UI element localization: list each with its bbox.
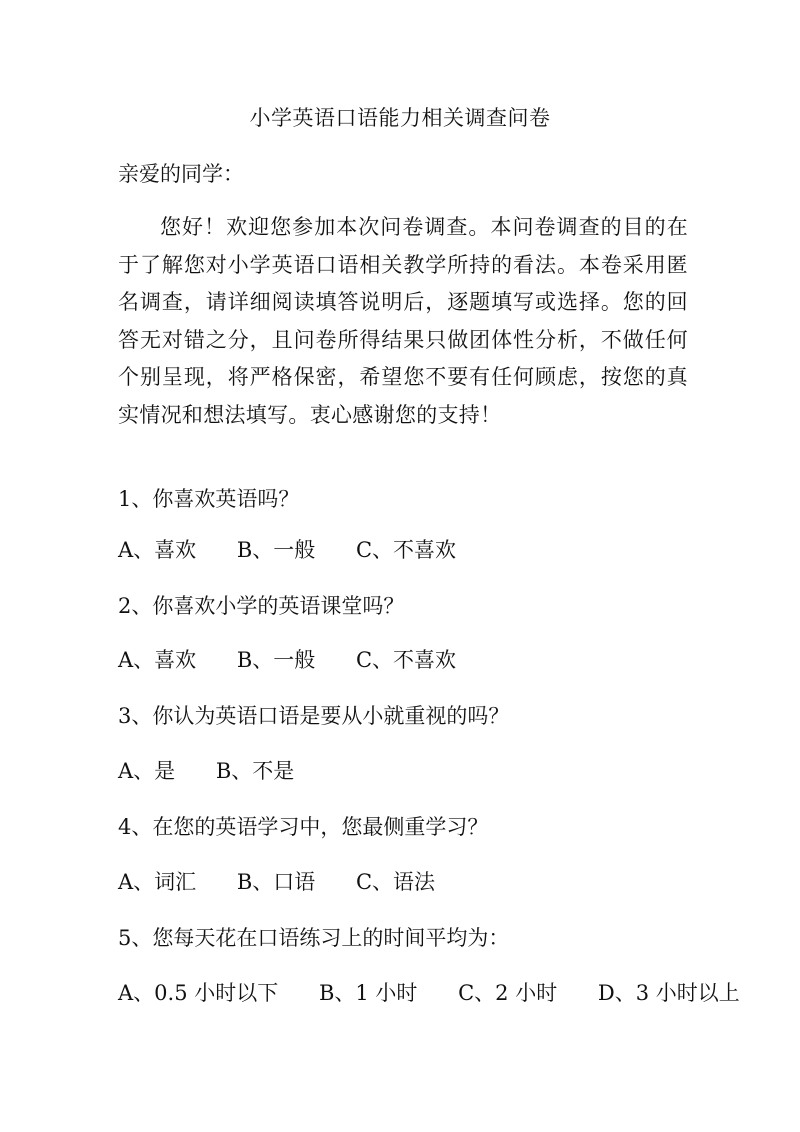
option-4-a: A、词汇 <box>118 870 197 894</box>
intro-paragraph: 您好！欢迎您参加本次问卷调查。本问卷调查的目的在于了解您对小学英语口语相关教学所持的看法。本卷采用匿名调查，请详细阅读填答说明后，逐题填写或选择。您的回答无对错之分，且问卷所得结果只做团体性分析，不做任何个别呈现，将严格保密，希望您不要有任何顾虑，按您的真实情况和想法填写。衷心感谢您的支持！ <box>118 215 688 427</box>
question-4: 4、在您的英语学习中，您最侧重学习？ <box>118 815 489 839</box>
question-5: 5、您每天花在口语练习上的时间平均为： <box>118 926 510 950</box>
options-4 <box>118 864 435 900</box>
question-3: 3、你认为英语口语是要从小就重视的吗？ <box>118 704 510 728</box>
options-1 <box>118 532 456 568</box>
options-5 <box>118 975 740 1011</box>
option-2-a: A、喜欢 <box>118 648 197 672</box>
option-5-a: A、0.5 小时以下 <box>118 981 279 1005</box>
option-4-b: B、口语 <box>236 870 316 894</box>
question-1: 1、你喜欢英语吗？ <box>118 487 300 511</box>
option-2-b: B、一般 <box>236 648 316 672</box>
options-2 <box>118 642 456 678</box>
option-1-c: C、不喜欢 <box>355 538 457 562</box>
option-1-b: B、一般 <box>236 538 316 562</box>
option-3-b: B、不是 <box>215 759 295 783</box>
option-2-c: C、不喜欢 <box>355 648 457 672</box>
question-2: 2、你喜欢小学的英语课堂吗？ <box>118 594 405 618</box>
page-title: 小学英语口语能力相关调查问卷 <box>249 106 551 130</box>
option-4-c: C、语法 <box>355 870 436 894</box>
greeting: 亲爱的同学： <box>118 162 244 186</box>
option-5-d: D、3 小时以上 <box>597 981 740 1005</box>
option-3-a: A、是 <box>118 759 176 783</box>
options-3 <box>118 753 294 789</box>
option-5-b: B、1 小时 <box>318 981 418 1005</box>
option-5-c: C、2 小时 <box>458 981 558 1005</box>
option-1-a: A、喜欢 <box>118 538 197 562</box>
